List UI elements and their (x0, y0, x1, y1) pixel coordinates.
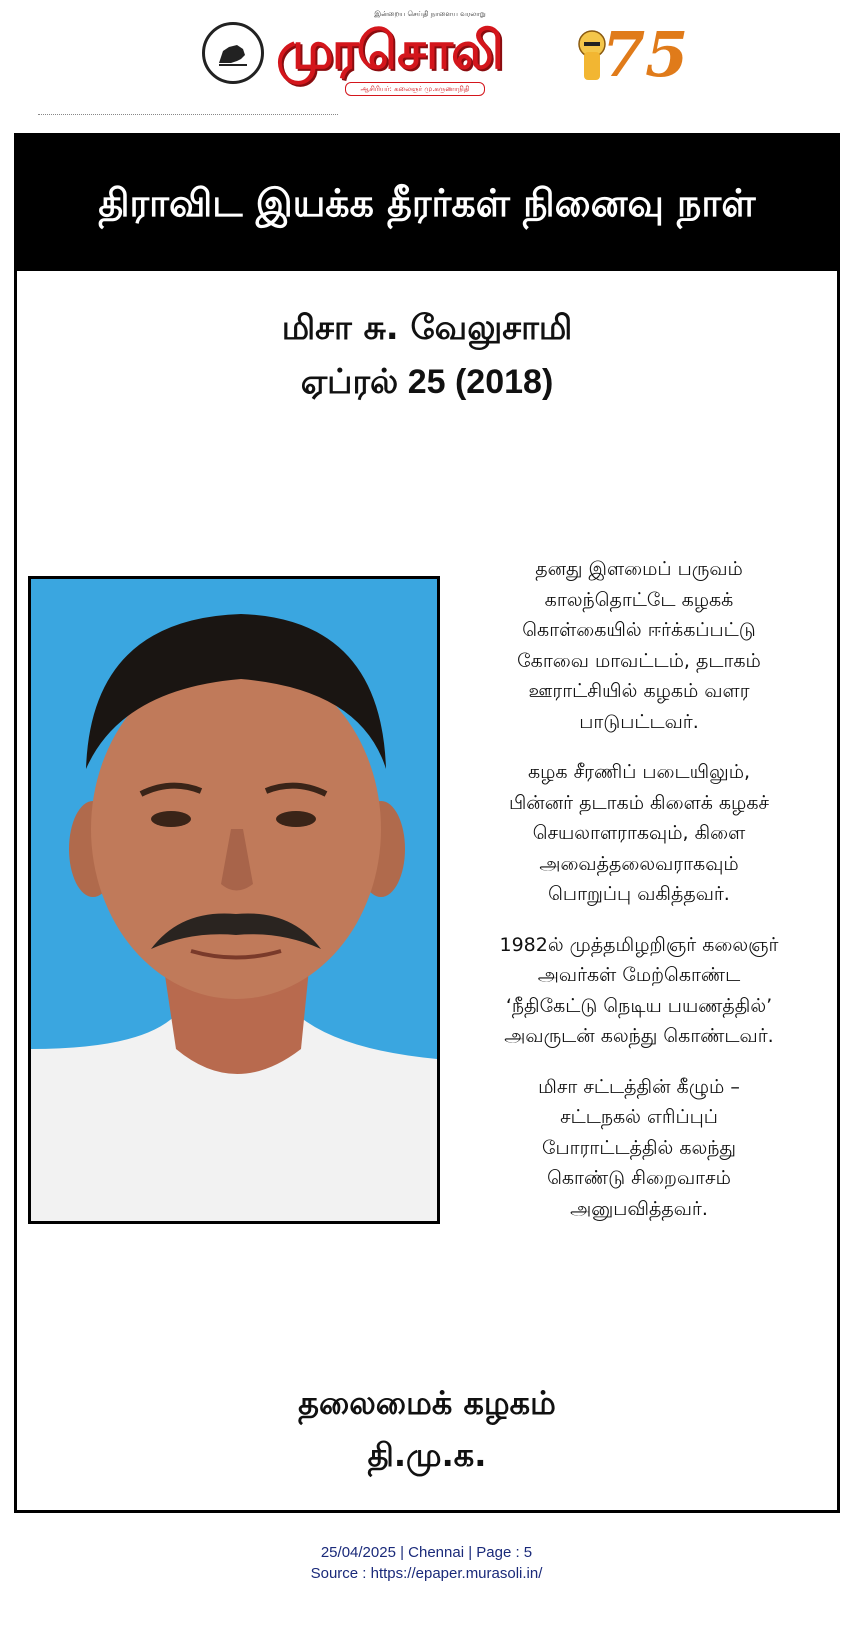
bio-line: அவைத்தலைவராகவும் (539, 852, 739, 875)
biography-text (449, 554, 829, 1244)
crop-line (38, 114, 338, 121)
notice-banner-title: திராவிட இயக்க தீரர்கள் நினைவு நாள் (17, 136, 837, 271)
bio-line: மிசா சட்டத்தின் கீழும் – (538, 1075, 740, 1098)
honoree-portrait-photo (28, 576, 440, 1224)
edition-line: 25/04/2025 | Chennai | Page : 5 (320, 1544, 533, 1561)
bio-line: செயலாளராகவும், கிளை (532, 822, 746, 844)
bio-line: பாடுபட்டவர். (579, 710, 699, 733)
honoree-name: மிசா சு. வேலுசாமி (281, 308, 573, 348)
bio-paragraph-3 (449, 930, 829, 1052)
bio-line: தனது இளமைப் பருவம் (535, 558, 743, 580)
bio-paragraph-2 (449, 757, 829, 910)
bio-line: கழக சீரணிப் படையிலும், (527, 761, 751, 783)
memorial-notice (14, 133, 840, 1513)
source-url[interactable]: Source : https://epaper.murasoli.in/ (310, 1565, 543, 1582)
newspaper-masthead (0, 0, 853, 112)
epaper-source-info (0, 1542, 853, 1584)
bio-line: பின்னர் தடாகம் கிளைக் கழகச் (508, 791, 770, 814)
bio-line: அவருடன் கலந்து கொண்டவர். (504, 1025, 774, 1047)
bio-line: காலந்தொட்டே கழகக் (544, 588, 734, 611)
memorial-date: ஏப்ரல் 25 (2018) (300, 363, 554, 401)
bio-line: கொண்டு சிறைவாசம் (547, 1167, 731, 1189)
bio-line: ‘நீதிகேட்டு நெடிய பயணத்தில்’ (505, 994, 773, 1017)
bio-line: அவர்கள் மேற்கொண்ட (537, 964, 741, 986)
signature-headquarters: தலைமைக் கழகம் (298, 1384, 556, 1422)
bio-line: கொள்கையில் ஈர்க்கப்பட்டு (522, 619, 756, 641)
bio-line: ஊராட்சியில் கழகம் வளர (528, 680, 750, 702)
masthead-editor-line: ஆசிரியர்: கலைஞர் மு.கருணாநிதி (345, 82, 485, 96)
bio-paragraph-4 (449, 1072, 829, 1225)
signature-party: தி.மு.க. (367, 1436, 487, 1474)
bio-paragraph-1 (449, 554, 829, 737)
bio-line: 1982ல் முத்தமிழறிஞர் கலைஞர் (499, 933, 779, 956)
rising-sun-seal-icon (217, 39, 249, 67)
portrait-illustration (31, 579, 437, 1221)
bio-line: பொறுப்பு வகித்தவர். (548, 883, 730, 905)
anniversary-75-badge (562, 6, 689, 96)
badge-75-text: 75 (602, 18, 689, 91)
bio-line: அனுபவித்தவர். (570, 1197, 708, 1220)
masthead-tagline: இன்றைய செய்தி நாளைய வரலாறு (374, 10, 486, 18)
bio-line: கோவை மாவட்டம், தடாகம் (517, 649, 761, 672)
newspaper-brand-logo: முரசொலி (276, 21, 502, 81)
bio-line: போராட்டத்தில் கலந்து (542, 1136, 736, 1159)
party-seal-logo (202, 22, 264, 84)
bio-line: சட்டநகல் எரிப்புப் (560, 1106, 718, 1128)
